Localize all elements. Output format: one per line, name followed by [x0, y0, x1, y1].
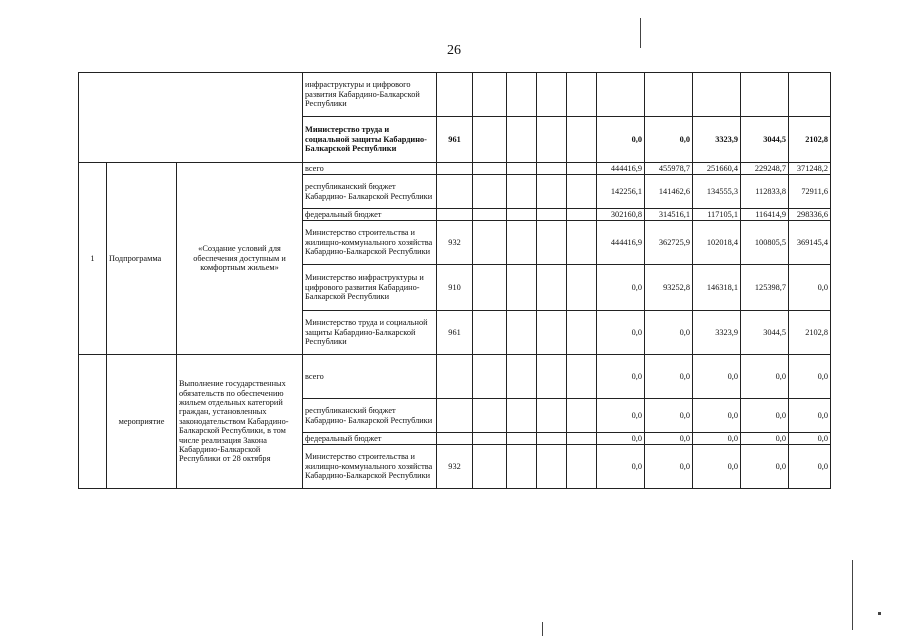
empty-cell: [567, 433, 597, 445]
source-cell: федеральный бюджет: [303, 433, 437, 445]
value-cell: 146318,1: [693, 265, 741, 311]
value-cell: 0,0: [693, 433, 741, 445]
value-cell: 0,0: [597, 355, 645, 399]
empty-cell: [567, 175, 597, 209]
row-title: Выполнение государственных обязательств по обеспечению жильем отдельных категорий граждан, установленных законодательством Кабардино-Балкарской Республики, в том числе реализация Закона Кабардино-Балкарской Республики от 28 октября: [177, 355, 303, 489]
value-cell: 0,0: [645, 399, 693, 433]
scan-mark: [852, 560, 853, 630]
code-cell: [437, 175, 473, 209]
value-cell: [597, 73, 645, 117]
value-cell: 125398,7: [741, 265, 789, 311]
value-cell: 100805,5: [741, 221, 789, 265]
value-cell: 302160,8: [597, 209, 645, 221]
value-cell: 0,0: [597, 433, 645, 445]
empty-cell: [473, 163, 507, 175]
value-cell: 362725,9: [645, 221, 693, 265]
value-cell: 0,0: [597, 265, 645, 311]
row-type: Подпрограмма: [107, 163, 177, 355]
empty-cell: [537, 355, 567, 399]
source-cell: инфраструктуры и цифрового развития Кабардино-Балкарской Республики: [303, 73, 437, 117]
empty-cell: [507, 399, 537, 433]
empty-cell: [507, 175, 537, 209]
empty-cell: [567, 355, 597, 399]
value-cell: 0,0: [645, 311, 693, 355]
table-row: [79, 73, 831, 117]
empty-cell: [537, 175, 567, 209]
value-cell: [693, 73, 741, 117]
value-cell: 117105,1: [693, 209, 741, 221]
value-cell: 0,0: [741, 433, 789, 445]
value-cell: 0,0: [597, 117, 645, 163]
value-cell: 455978,7: [645, 163, 693, 175]
empty-cell: [507, 163, 537, 175]
empty-cell: [473, 265, 507, 311]
empty-cell: [537, 265, 567, 311]
empty-cell: [567, 445, 597, 489]
empty-cell: [567, 209, 597, 221]
empty-cell: [537, 311, 567, 355]
empty-cell: [537, 163, 567, 175]
value-cell: 102018,4: [693, 221, 741, 265]
scan-mark: [542, 622, 543, 636]
value-cell: 0,0: [645, 117, 693, 163]
source-cell: всего: [303, 163, 437, 175]
value-cell: 0,0: [597, 399, 645, 433]
value-cell: 0,0: [645, 445, 693, 489]
value-cell: 229248,7: [741, 163, 789, 175]
source-cell: Министерство строительства и жилищно-коммунального хозяйства Кабардино-Балкарской Республики: [303, 445, 437, 489]
value-cell: 0,0: [789, 445, 831, 489]
value-cell: 0,0: [693, 399, 741, 433]
row-title: «Создание условий для обеспечения доступным и комфортным жильем»: [177, 163, 303, 355]
source-cell: республиканский бюджет Кабардино- Балкарской Республики: [303, 399, 437, 433]
empty-cell: [473, 445, 507, 489]
empty-cell: [567, 265, 597, 311]
empty-cell: [537, 117, 567, 163]
value-cell: 314516,1: [645, 209, 693, 221]
value-cell: 93252,8: [645, 265, 693, 311]
empty-cell: [507, 433, 537, 445]
source-cell: республиканский бюджет Кабардино- Балкарской Республики: [303, 175, 437, 209]
value-cell: 3044,5: [741, 311, 789, 355]
empty-cell: [473, 175, 507, 209]
empty-cell: [507, 355, 537, 399]
value-cell: 0,0: [693, 355, 741, 399]
value-cell: 0,0: [597, 311, 645, 355]
value-cell: 444416,9: [597, 221, 645, 265]
row-type: мероприятие: [107, 355, 177, 489]
empty-cell: [537, 221, 567, 265]
code-cell: [437, 433, 473, 445]
empty-cell: [473, 73, 507, 117]
empty-cell: [537, 433, 567, 445]
empty-cell: [537, 209, 567, 221]
empty-cell: [567, 163, 597, 175]
empty-cell: [473, 117, 507, 163]
empty-cell: [567, 221, 597, 265]
value-cell: 3323,9: [693, 117, 741, 163]
empty-cell: [567, 73, 597, 117]
code-cell: [437, 163, 473, 175]
empty-cell: [507, 73, 537, 117]
empty-cell: [473, 209, 507, 221]
value-cell: [741, 73, 789, 117]
source-cell: Министерство строительства и жилищно-коммунального хозяйства Кабардино-Балкарской Республики: [303, 221, 437, 265]
value-cell: 0,0: [741, 355, 789, 399]
empty-cell: [567, 117, 597, 163]
value-cell: 0,0: [693, 445, 741, 489]
code-cell: [437, 355, 473, 399]
empty-cell: [567, 311, 597, 355]
scan-mark: [878, 612, 881, 615]
code-cell: 932: [437, 221, 473, 265]
scan-mark: [640, 18, 641, 48]
value-cell: 0,0: [789, 265, 831, 311]
value-cell: 444416,9: [597, 163, 645, 175]
value-cell: 0,0: [645, 355, 693, 399]
table-row: [79, 163, 831, 175]
value-cell: 72911,6: [789, 175, 831, 209]
value-cell: 0,0: [789, 399, 831, 433]
empty-cell: [537, 73, 567, 117]
row-number: 1: [79, 163, 107, 355]
value-cell: 141462,6: [645, 175, 693, 209]
empty-cell: [473, 433, 507, 445]
empty-cell: [473, 355, 507, 399]
code-cell: 961: [437, 311, 473, 355]
value-cell: 0,0: [789, 433, 831, 445]
empty-cell: [507, 445, 537, 489]
empty-cell: [507, 117, 537, 163]
source-cell: Министерство труда и социальной защиты Кабардино-Балкарской Республики: [303, 117, 437, 163]
value-cell: 369145,4: [789, 221, 831, 265]
code-cell: 961: [437, 117, 473, 163]
code-cell: 932: [437, 445, 473, 489]
empty-cell: [507, 311, 537, 355]
budget-table: [78, 72, 831, 489]
value-cell: 0,0: [741, 445, 789, 489]
empty-cell: [537, 445, 567, 489]
value-cell: 0,0: [789, 355, 831, 399]
value-cell: 0,0: [597, 445, 645, 489]
empty-cell: [537, 399, 567, 433]
value-cell: 112833,8: [741, 175, 789, 209]
value-cell: 0,0: [645, 433, 693, 445]
code-cell: [437, 209, 473, 221]
value-cell: 116414,9: [741, 209, 789, 221]
blank-cell: [79, 73, 303, 163]
empty-cell: [507, 209, 537, 221]
value-cell: 3323,9: [693, 311, 741, 355]
table-row: [79, 355, 831, 399]
value-cell: [645, 73, 693, 117]
value-cell: 2102,8: [789, 311, 831, 355]
code-cell: [437, 73, 473, 117]
empty-cell: [473, 221, 507, 265]
value-cell: 3044,5: [741, 117, 789, 163]
source-cell: Министерство труда и социальной защиты Кабардино-Балкарской Республики: [303, 311, 437, 355]
empty-cell: [473, 311, 507, 355]
source-cell: всего: [303, 355, 437, 399]
page-number: 26: [447, 43, 461, 58]
source-cell: федеральный бюджет: [303, 209, 437, 221]
value-cell: 0,0: [741, 399, 789, 433]
value-cell: 371248,2: [789, 163, 831, 175]
value-cell: 251660,4: [693, 163, 741, 175]
value-cell: 134555,3: [693, 175, 741, 209]
empty-cell: [507, 265, 537, 311]
value-cell: 298336,6: [789, 209, 831, 221]
empty-cell: [507, 221, 537, 265]
empty-cell: [473, 399, 507, 433]
code-cell: 910: [437, 265, 473, 311]
row-number: [79, 355, 107, 489]
value-cell: [789, 73, 831, 117]
value-cell: 142256,1: [597, 175, 645, 209]
value-cell: 2102,8: [789, 117, 831, 163]
empty-cell: [567, 399, 597, 433]
code-cell: [437, 399, 473, 433]
source-cell: Министерство инфраструктуры и цифрового развития Кабардино-Балкарской Республики: [303, 265, 437, 311]
